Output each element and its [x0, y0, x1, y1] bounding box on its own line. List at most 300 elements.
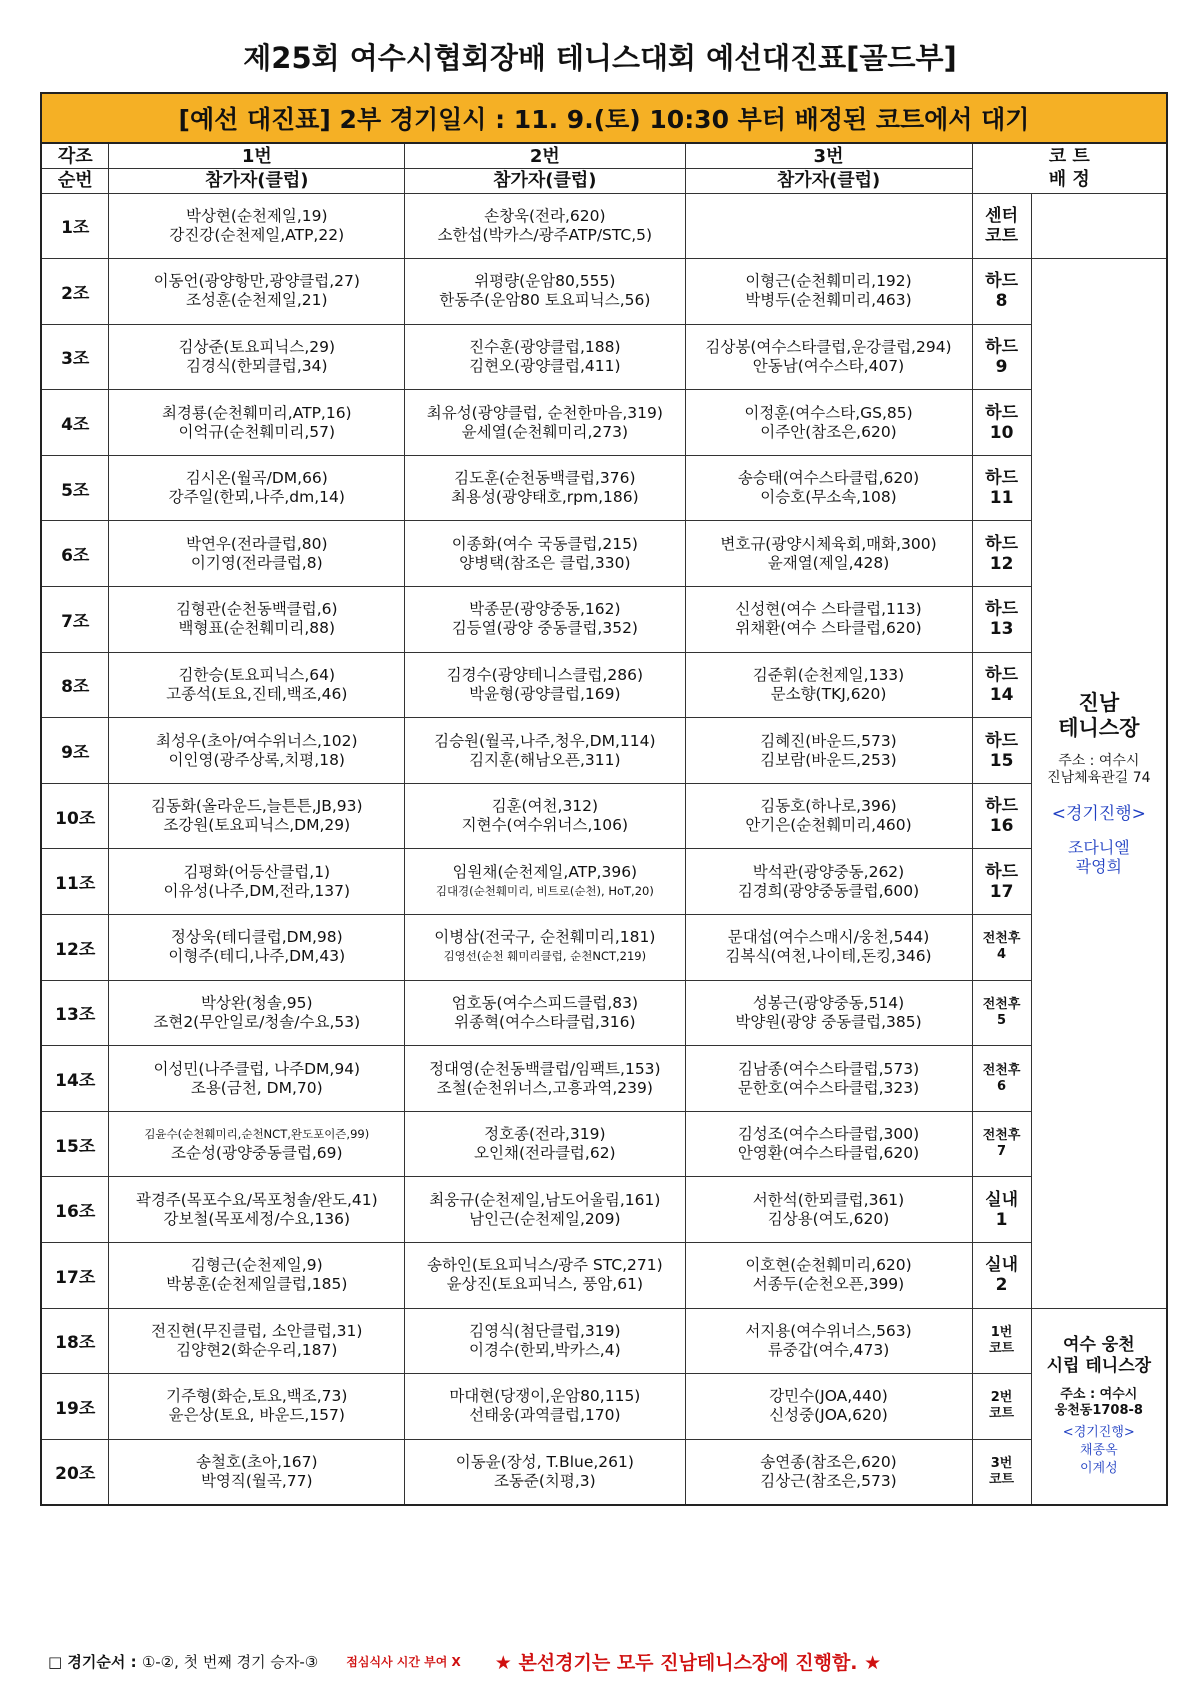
group-number: 17조: [41, 1243, 109, 1309]
player-cell-p1: [109, 1374, 405, 1440]
player-cell-p3: [685, 521, 972, 587]
group-number: 2조: [41, 259, 109, 325]
player-cell-p1: [109, 324, 405, 390]
player-entry: 김현오(광양클럽,411): [469, 356, 621, 375]
player-entry: 위종혁(여수스타클럽,316): [454, 1012, 636, 1031]
table-row: [41, 193, 1167, 259]
court-label: 하드: [985, 533, 1018, 554]
group-number: 5조: [41, 455, 109, 521]
player-entry: 위평량(운암80,555): [474, 272, 616, 291]
group-number: 3조: [41, 324, 109, 390]
court-label: 4: [997, 947, 1007, 963]
player-cell-p2: [405, 915, 685, 981]
player-cell-p3: [685, 1439, 972, 1505]
player-entry: 윤세열(순천훼미리,273): [461, 422, 629, 441]
court-label: 전천후: [982, 1128, 1021, 1144]
header-player1: 1번 참가자(클럽): [109, 143, 405, 193]
player-entry: 이인영(광주상록,치평,18): [168, 750, 345, 769]
court-label: 1번: [990, 1324, 1013, 1340]
player-cell-p3: [685, 783, 972, 849]
court-label: 하드: [985, 664, 1018, 685]
court-assignment: [972, 849, 1031, 915]
court-assignment: [972, 259, 1031, 325]
court-label: 하드: [985, 402, 1018, 423]
table-row: [41, 521, 1167, 587]
player-cell-p3: [685, 455, 972, 521]
page-title: 제25회 여수시협회장배 테니스대회 예선대진표[골드부]: [243, 41, 957, 75]
player-cell-p2: [405, 1046, 685, 1112]
player-entry: 박석관(광양중동,262): [752, 862, 905, 881]
player-entry: 기주형(화순,토요,백조,73): [166, 1387, 348, 1406]
player-cell-p2: [405, 980, 685, 1046]
player-entry: 이형주(테디,나주,DM,43): [168, 947, 346, 966]
player-entry: 김남종(여수스타클럽,573): [737, 1059, 920, 1078]
player-entry: 이종화(여수 국동클럽,215): [451, 534, 638, 553]
player-cell-p2: [405, 455, 685, 521]
group-number: 16조: [41, 1177, 109, 1243]
player-entry: 박양원(광양 중동클럽,385): [735, 1012, 922, 1031]
court-assignment: [972, 915, 1031, 981]
court-assignment: [972, 1243, 1031, 1309]
player-entry: 송승태(여수스타클럽,620): [737, 469, 920, 488]
player-cell-p3: [685, 193, 972, 259]
player-cell-p1: [109, 455, 405, 521]
player-entry: 조용(금천, DM,70): [190, 1078, 323, 1097]
player-cell-p3: [685, 915, 972, 981]
table-row: [41, 718, 1167, 784]
venue-name: 테니스장: [1058, 715, 1140, 740]
court-assignment: [972, 652, 1031, 718]
player-cell-p2: [405, 849, 685, 915]
player-cell-p3: [685, 718, 972, 784]
player-entry: 강보철(목포세정/수요,136): [163, 1209, 351, 1228]
player-entry: 김영식(첨단클럽,319): [469, 1321, 621, 1340]
player-entry: 박봉훈(순천제일클럽,185): [166, 1275, 348, 1294]
court-label: 센터: [985, 205, 1018, 226]
table-row: [41, 324, 1167, 390]
court-label: 9: [995, 356, 1008, 377]
player-entry: 오인채(전라클럽,62): [474, 1144, 616, 1163]
court-assignment: [972, 718, 1031, 784]
player-entry: 선태웅(과역클럽,170): [469, 1406, 621, 1425]
player-cell-p2: [405, 718, 685, 784]
table-row: [41, 1439, 1167, 1505]
player-entry: 조동준(치평,3): [493, 1471, 596, 1490]
player-entry: 최유성(광양클럽, 순천한마음,319): [426, 403, 663, 422]
player-cell-p2: [405, 1308, 685, 1374]
court-label: 6: [997, 1078, 1007, 1094]
player-entry: 송연종(참조은,620): [760, 1452, 897, 1471]
player-entry: 김상근(참조은,573): [760, 1471, 897, 1490]
player-entry: 문한호(여수스타클럽,323): [737, 1078, 920, 1097]
player-entry: 진수훈(광양클럽,188): [469, 337, 621, 356]
court-label: 코트: [985, 225, 1018, 246]
player-cell-p2: [405, 193, 685, 259]
court-label: 하드: [985, 468, 1018, 489]
player-cell-p1: [109, 1046, 405, 1112]
header-court: 코 트 배 정: [972, 143, 1167, 193]
main-round-note: ★ 본선경기는 모두 진남테니스장에 진행함. ★: [494, 1651, 882, 1674]
player-entry: 이경수(한뫼,박카스,4): [469, 1340, 621, 1359]
court-label: 2: [995, 1275, 1008, 1296]
player-entry: 김영선(순천 훼미리클럽, 순천NCT,219): [443, 949, 647, 964]
player-cell-p1: [109, 980, 405, 1046]
player-cell-p3: [685, 587, 972, 653]
venue-progress-label: <경기진행>: [1062, 1424, 1135, 1440]
header-player2: 2번 참가자(클럽): [405, 143, 685, 193]
player-entry: 서지용(여수위너스,563): [745, 1321, 912, 1340]
player-entry: 윤은상(토요, 바운드,157): [168, 1406, 345, 1425]
player-entry: 김성조(여수스타클럽,300): [737, 1125, 920, 1144]
player-entry: 김동화(올라운드,늘튼튼,JB,93): [151, 797, 363, 816]
court-label: 10: [989, 422, 1014, 443]
player-entry: 조성훈(순천제일,21): [185, 291, 328, 310]
player-entry: 문소향(TKJ,620): [770, 684, 887, 703]
table-row: [41, 915, 1167, 981]
player-cell-p1: [109, 390, 405, 456]
player-cell-p1: [109, 718, 405, 784]
player-entry: 송철호(초아,167): [196, 1452, 318, 1471]
venue-name: 진남: [1078, 690, 1120, 715]
court-label: 14: [989, 684, 1014, 705]
court-assignment: [972, 1439, 1031, 1505]
player-entry: 고종석(토요,진테,백조,46): [166, 684, 348, 703]
player-entry: 엄호동(여수스피드클럽,83): [451, 993, 639, 1012]
court-label: 12: [989, 553, 1014, 574]
table-row: [41, 783, 1167, 849]
player-entry: 마대현(당쟁이,운암80,115): [449, 1387, 641, 1406]
court-label: 7: [997, 1144, 1007, 1160]
player-entry: 곽경주(목포수요/목포청솔/완도,41): [135, 1190, 378, 1209]
table-row: [41, 1308, 1167, 1374]
player-entry: 최웅규(순천제일,남도어울림,161): [429, 1190, 661, 1209]
court-label: 하드: [985, 730, 1018, 751]
player-entry: 최성우(초아/여수위너스,102): [155, 731, 358, 750]
player-entry: 김복식(여천,나이테,돈킹,346): [725, 947, 932, 966]
court-assignment: [972, 390, 1031, 456]
player-entry: 김동호(하나로,396): [760, 797, 897, 816]
player-cell-p2: [405, 324, 685, 390]
venue-name: 시립 테니스장: [1046, 1355, 1152, 1376]
lunch-note: 점심식사 시간 부여 X: [346, 1654, 461, 1669]
player-entry: 이병삼(전국구, 순천훼미리,181): [434, 928, 656, 947]
court-assignment: [972, 324, 1031, 390]
venue-progress-label: <경기진행>: [1051, 803, 1146, 824]
court-label: 코트: [989, 1471, 1015, 1487]
player-entry: 김경수(광양테니스클럽,286): [446, 665, 643, 684]
group-number: 14조: [41, 1046, 109, 1112]
player-cell-p1: [109, 1177, 405, 1243]
player-cell-p2: [405, 783, 685, 849]
player-entry: 지현수(여수위너스,106): [461, 816, 629, 835]
player-cell-p1: [109, 652, 405, 718]
player-entry: 정상욱(테디클럽,DM,98): [170, 928, 343, 947]
player-entry: 김준휘(순천제일,133): [752, 665, 905, 684]
table-row: [41, 587, 1167, 653]
player-cell-p1: [109, 783, 405, 849]
table-row: [41, 980, 1167, 1046]
player-cell-p3: [685, 1243, 972, 1309]
player-cell-p3: [685, 324, 972, 390]
player-cell-p2: [405, 1111, 685, 1177]
venue-staff: 조다니엘 곽영희: [1067, 837, 1130, 876]
player-cell-p1: [109, 259, 405, 325]
player-entry: 박연우(전라클럽,80): [185, 534, 328, 553]
player-cell-p2: [405, 1243, 685, 1309]
court-label: 13: [989, 619, 1014, 640]
player-entry: 최경룡(순천훼미리,ATP,16): [161, 403, 352, 422]
player-cell-p1: [109, 521, 405, 587]
player-cell-p2: [405, 652, 685, 718]
court-assignment: [972, 455, 1031, 521]
group-number: 15조: [41, 1111, 109, 1177]
court-assignment: [972, 193, 1031, 259]
group-number: 20조: [41, 1439, 109, 1505]
court-label: 11: [989, 488, 1014, 509]
bracket-table: [40, 142, 1168, 1506]
player-entry: 조순성(광양중동클럽,69): [171, 1144, 343, 1163]
player-entry: 신성중(JOA,620): [769, 1406, 888, 1425]
player-cell-p1: [109, 1439, 405, 1505]
player-entry: 김양현2(화순우리,187): [176, 1340, 338, 1359]
player-entry: 류중갑(여수,473): [767, 1340, 890, 1359]
table-row: [41, 1243, 1167, 1309]
table-row: [41, 1374, 1167, 1440]
table-row: [41, 259, 1167, 325]
player-entry: 이정훈(여수스타,GS,85): [744, 403, 913, 422]
player-entry: 김경희(광양중동클럽,600): [737, 881, 920, 900]
player-entry: 손창욱(전라,620): [484, 206, 606, 225]
player-cell-p2: [405, 1374, 685, 1440]
player-cell-p2: [405, 1177, 685, 1243]
venue-staff: 채종옥 이계성: [1079, 1442, 1118, 1476]
player-entry: 박상완(청솔,95): [200, 993, 313, 1012]
player-entry: 백형표(순천훼미리,88): [178, 619, 336, 638]
player-entry: 정호종(전라,319): [484, 1125, 606, 1144]
player-cell-p3: [685, 1308, 972, 1374]
group-number: 7조: [41, 587, 109, 653]
player-entry: 이주안(참조은,620): [760, 422, 897, 441]
header-group: 각조 순번: [41, 143, 109, 193]
court-label: 전천후: [982, 931, 1021, 947]
player-entry: 이동언(광양항만,광양클럽,27): [153, 272, 360, 291]
table-row: [41, 1046, 1167, 1112]
schedule-banner: [예선 대진표] 2부 경기일시 : 11. 9.(토) 10:30 부터 배정된 코트에서 대기: [40, 92, 1168, 142]
player-cell-p3: [685, 1046, 972, 1112]
player-entry: 신성현(여수 스타클럽,113): [735, 600, 922, 619]
court-label: 2번: [990, 1390, 1013, 1406]
court-label: 8: [995, 291, 1008, 312]
player-entry: 김혜진(바운드,573): [760, 731, 897, 750]
court-label: 하드: [985, 336, 1018, 357]
court-label: 하드: [985, 599, 1018, 620]
player-entry: 박윤형(광양클럽,169): [469, 684, 621, 703]
player-entry: 한동주(운암80 토요피닉스,56): [439, 291, 651, 310]
venue-address: 주소 : 여수시 진남체육관길 74: [1047, 752, 1151, 786]
court-label: 1: [995, 1209, 1008, 1230]
player-cell-p1: [109, 587, 405, 653]
player-entry: 이호현(순천훼미리,620): [745, 1256, 912, 1275]
player-entry: 김형근(순천제일,9): [190, 1256, 323, 1275]
court-label: 5: [997, 1012, 1007, 1028]
player-cell-p2: [405, 521, 685, 587]
player-entry: 전진현(무진클럽, 소안클럽,31): [151, 1321, 363, 1340]
player-entry: 박상현(순천제일,19): [185, 206, 328, 225]
player-entry: 안영환(여수스타클럽,620): [737, 1144, 920, 1163]
court-label: 전천후: [982, 1062, 1021, 1078]
player-entry: 김한승(토요피닉스,64): [178, 665, 336, 684]
venue-address: 주소 : 여수시 웅천동1708-8: [1054, 1386, 1143, 1418]
player-entry: 최용성(광양태호,rpm,186): [451, 488, 639, 507]
player-cell-p3: [685, 390, 972, 456]
table-row: [41, 1177, 1167, 1243]
court-label: 전천후: [982, 996, 1021, 1012]
court-label: 15: [989, 750, 1014, 771]
player-cell-p3: [685, 1177, 972, 1243]
court-label: 17: [989, 881, 1014, 902]
player-entry: 이승호(무소속,108): [760, 488, 897, 507]
player-cell-p1: [109, 1308, 405, 1374]
player-entry: 서종두(순천오픈,399): [752, 1275, 905, 1294]
player-cell-p2: [405, 587, 685, 653]
player-entry: 안동남(여수스타,407): [752, 356, 905, 375]
player-cell-p3: [685, 1111, 972, 1177]
player-cell-p3: [685, 980, 972, 1046]
player-entry: 위채환(여수 스타클럽,620): [735, 619, 922, 638]
player-cell-p2: [405, 259, 685, 325]
player-cell-p3: [685, 849, 972, 915]
court-assignment: [972, 1374, 1031, 1440]
court-assignment: [972, 1308, 1031, 1374]
player-entry: 문대섭(여수스매시/웅천,544): [727, 928, 930, 947]
group-number: 9조: [41, 718, 109, 784]
player-entry: 임원채(순천제일,ATP,396): [452, 862, 638, 881]
player-entry: 박종문(광양중동,162): [469, 600, 621, 619]
player-entry: 조철(순천위너스,고흥과역,239): [436, 1078, 653, 1097]
court-label: 하드: [985, 861, 1018, 882]
player-entry: 강진강(순천제일,ATP,22): [169, 225, 345, 244]
player-entry: 김도훈(순천동백클럽,376): [454, 469, 636, 488]
player-entry: 윤재열(제일,428): [767, 553, 890, 572]
court-label: 실내: [985, 1255, 1018, 1276]
player-cell-p1: [109, 1111, 405, 1177]
table-row: [41, 1111, 1167, 1177]
player-entry: 정대영(순천동백클럽/임팩트,153): [429, 1059, 661, 1078]
court-assignment: [972, 587, 1031, 653]
group-number: 6조: [41, 521, 109, 587]
table-row: [41, 455, 1167, 521]
court-assignment: [972, 783, 1031, 849]
table-row: [41, 652, 1167, 718]
court-label: 코트: [989, 1406, 1015, 1422]
player-cell-p1: [109, 849, 405, 915]
court-label: 실내: [985, 1189, 1018, 1210]
group-number: 13조: [41, 980, 109, 1046]
player-entry: 이형근(순천훼미리,192): [745, 272, 912, 291]
player-entry: 안기은(순천훼미리,460): [745, 816, 912, 835]
table-row: [41, 849, 1167, 915]
player-entry: 이동윤(장성, T.Blue,261): [455, 1452, 634, 1471]
footer-notes: [48, 1646, 1168, 1676]
court-assignment: [972, 521, 1031, 587]
player-entry: 조현2(무안일로/청솔/수요,53): [153, 1012, 361, 1031]
player-entry: 김훈(여천,312): [491, 797, 599, 816]
player-entry: 조강원(토요피닉스,DM,29): [163, 816, 351, 835]
group-number: 11조: [41, 849, 109, 915]
player-entry: 남인근(순천제일,209): [469, 1209, 621, 1228]
venue-blank: [1031, 193, 1167, 259]
player-entry: 김승원(월곡,나주,청우,DM,114): [434, 731, 656, 750]
player-entry: 이기영(전라클럽,8): [190, 553, 323, 572]
player-entry: 김대경(순천훼미리, 비트로(순천), HoT,20): [435, 883, 654, 898]
player-cell-p3: [685, 259, 972, 325]
court-label: 코트: [989, 1340, 1015, 1356]
player-entry: 김형관(순천동백클럽,6): [175, 600, 338, 619]
player-entry: 이억규(순천훼미리,57): [178, 422, 336, 441]
player-entry: 강민수(JOA,440): [769, 1387, 888, 1406]
player-cell-p2: [405, 1439, 685, 1505]
venue-woongcheon: [1031, 1308, 1167, 1505]
player-entry: 양병택(참조은 클럽,330): [459, 553, 631, 572]
court-assignment: [972, 1111, 1031, 1177]
venue-jinnam: [1031, 259, 1167, 1309]
player-entry: 변호규(광양시체육회,매화,300): [720, 534, 937, 553]
player-entry: 윤상진(토요피닉스, 풍암,61): [446, 1275, 643, 1294]
player-cell-p3: [685, 652, 972, 718]
group-number: 1조: [41, 193, 109, 259]
court-label: 16: [989, 816, 1014, 837]
player-entry: 김경식(한뫼클럽,34): [185, 356, 328, 375]
player-entry: 김평화(어등산클럽,1): [183, 862, 331, 881]
player-entry: 김상봉(여수스타클럽,운강클럽,294): [705, 337, 952, 356]
player-entry: 김보람(바운드,253): [760, 750, 897, 769]
player-entry: 이성민(나주클럽, 나주DM,94): [153, 1059, 361, 1078]
player-cell-p2: [405, 390, 685, 456]
group-number: 19조: [41, 1374, 109, 1440]
group-number: 12조: [41, 915, 109, 981]
match-order-note: □ 경기순서 : ①-②, 첫 번째 경기 승자-③: [48, 1652, 319, 1671]
court-assignment: [972, 1046, 1031, 1112]
table-row: [41, 390, 1167, 456]
player-entry: 김지훈(해남오픈,311): [469, 750, 621, 769]
player-entry: 김상용(여도,620): [767, 1209, 890, 1228]
player-entry: 김상준(토요피닉스,29): [178, 337, 336, 356]
group-number: 4조: [41, 390, 109, 456]
player-entry: 박병두(순천훼미리,463): [745, 291, 912, 310]
header-player3: 3번 참가자(클럽): [685, 143, 972, 193]
group-number: 18조: [41, 1308, 109, 1374]
court-label: 하드: [985, 796, 1018, 817]
bracket-sheet: [40, 92, 1168, 1506]
player-entry: 서한석(한뫼클럽,361): [752, 1190, 905, 1209]
court-assignment: [972, 980, 1031, 1046]
player-cell-p3: [685, 1374, 972, 1440]
player-entry: 소한섭(박카스/광주ATP/STC,5): [437, 225, 653, 244]
player-entry: 김윤수(순천훼미리,순천NCT,완도포이즌,99): [144, 1127, 370, 1142]
group-number: 10조: [41, 783, 109, 849]
player-entry: 김등열(광양 중동클럽,352): [451, 619, 638, 638]
player-cell-p1: [109, 915, 405, 981]
venue-name: 여수 웅천: [1063, 1334, 1135, 1355]
player-entry: 송하인(토요피닉스/광주 STC,271): [426, 1256, 663, 1275]
court-label: 3번: [990, 1455, 1013, 1471]
player-cell-p1: [109, 193, 405, 259]
court-assignment: [972, 1177, 1031, 1243]
player-entry: 성봉근(광양중동,514): [752, 993, 905, 1012]
player-entry: 이유성(나주,DM,전라,137): [163, 881, 351, 900]
player-entry: 강주일(한뫼,나주,dm,14): [168, 488, 345, 507]
player-entry: 김시온(월곡/DM,66): [185, 469, 328, 488]
